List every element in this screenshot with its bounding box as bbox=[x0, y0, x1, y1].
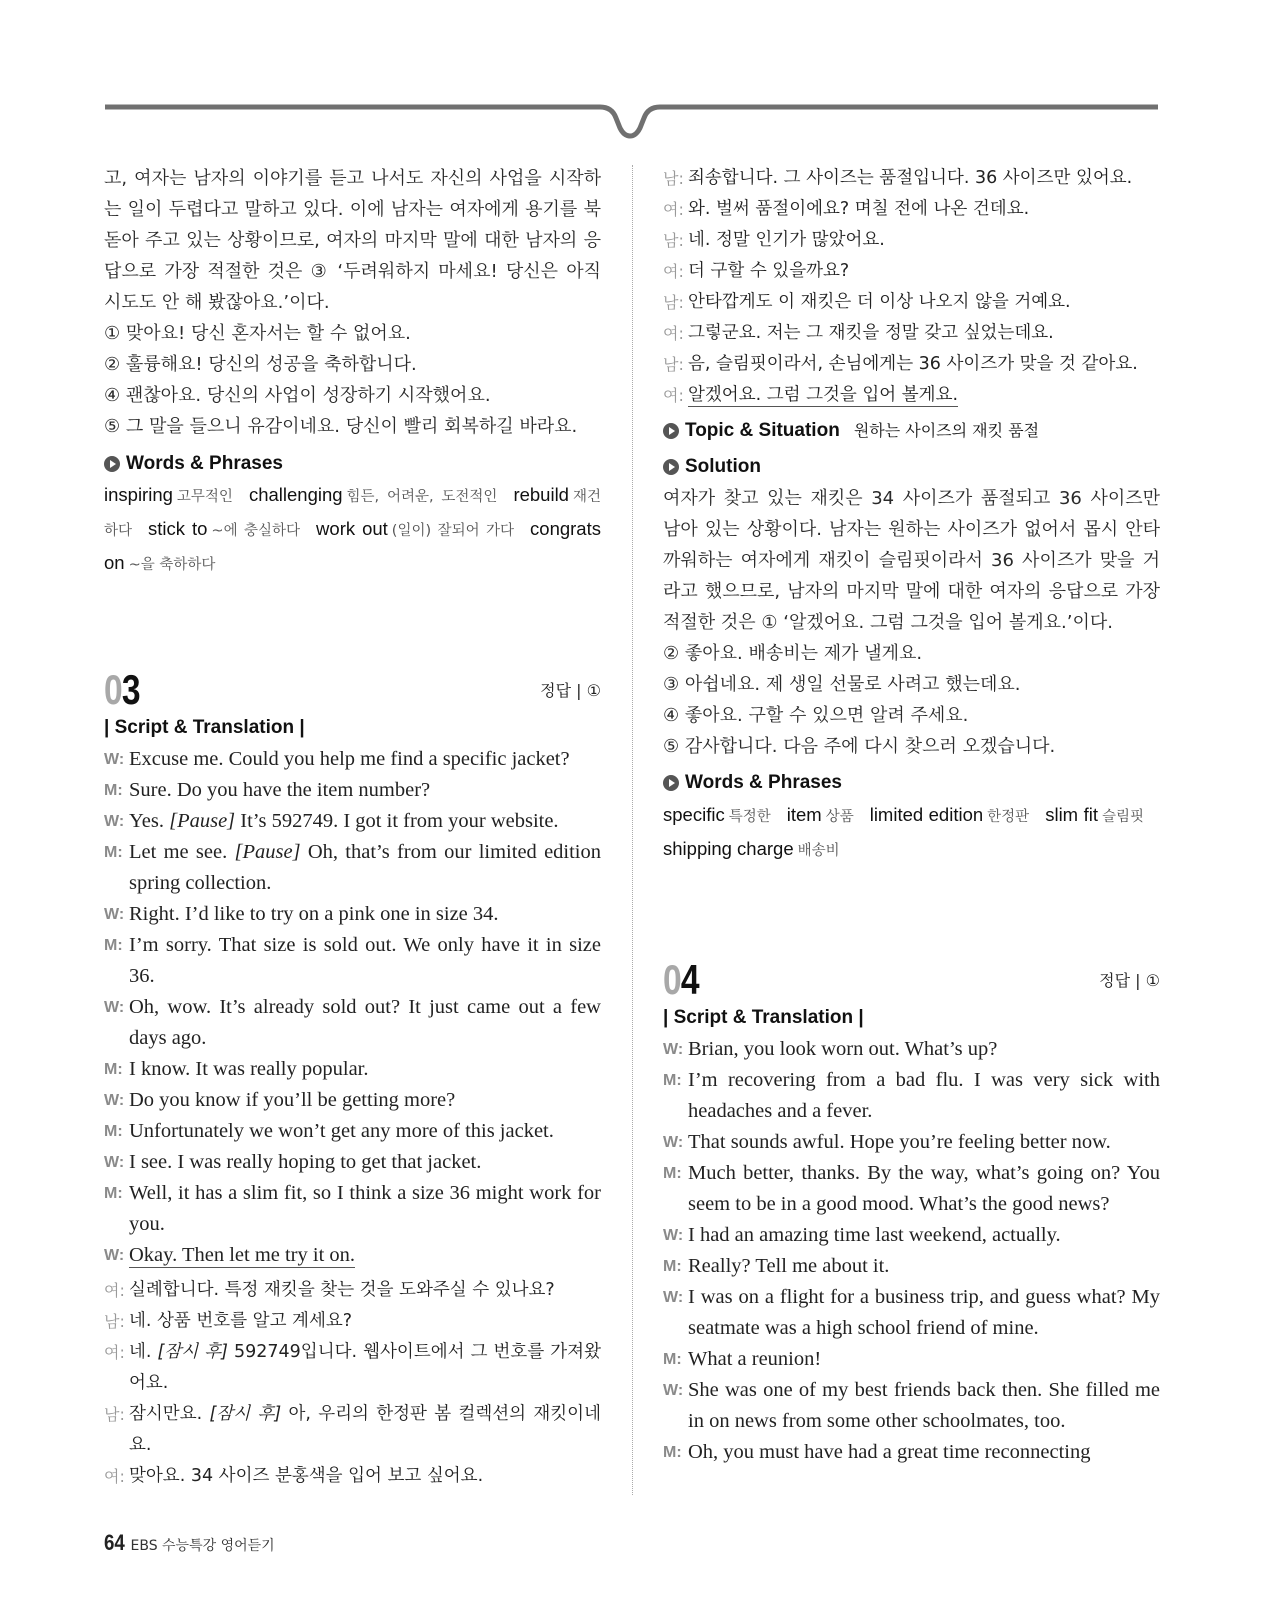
line-text bbox=[688, 225, 1160, 256]
play-bullet-icon bbox=[104, 456, 120, 472]
question-03 bbox=[104, 668, 601, 1492]
dialogue-line bbox=[663, 1344, 1160, 1375]
line-text bbox=[688, 256, 1160, 287]
dialogue-line bbox=[663, 1127, 1160, 1158]
text-segment: Yes. bbox=[129, 810, 170, 832]
speaker-label: W: bbox=[663, 1041, 684, 1058]
speaker-label: 남: bbox=[663, 355, 684, 374]
answer-options bbox=[104, 318, 601, 442]
speaker-label: 여: bbox=[663, 200, 684, 219]
line-text bbox=[688, 349, 1160, 380]
translation-dialogue bbox=[104, 1275, 601, 1492]
text-segment: 음, 슬림핏이라서, 손님에게는 36 사이즈가 맞을 것 같아요. bbox=[688, 354, 1138, 374]
line-text bbox=[129, 1116, 601, 1147]
script-heading: | Script & Translation | bbox=[104, 717, 305, 738]
text-segment: Oh, that’s from our limited edition spring collection. bbox=[129, 841, 601, 894]
text-segment: 죄송합니다. 그 사이즈는 품절입니다. 36 사이즈만 있어요. bbox=[688, 168, 1133, 188]
stage-direction: [잠시 후] bbox=[157, 1342, 228, 1362]
line-text bbox=[688, 380, 1160, 411]
text-segment: 알겠어요. 그럼 그것을 입어 볼게요. bbox=[688, 385, 959, 405]
line-text bbox=[129, 1147, 601, 1178]
speaker-label: 여: bbox=[104, 1467, 125, 1486]
words-heading bbox=[104, 450, 601, 478]
text-segment: 와. 벌써 품절이에요? 며칠 전에 나온 건데요. bbox=[688, 199, 1030, 219]
dialogue-line bbox=[663, 287, 1160, 318]
line-text bbox=[129, 775, 601, 806]
question-number bbox=[663, 958, 1061, 1002]
text-segment: Let me see. bbox=[129, 841, 235, 863]
text-segment: 592749입니다. 웹사이트에서 그 번호를 가져왔어요. bbox=[129, 1342, 601, 1393]
words-heading bbox=[663, 769, 1160, 797]
option-item: ③ 아쉽네요. 제 생일 선물로 사려고 했는데요. bbox=[663, 674, 1021, 695]
speaker-label: W: bbox=[104, 999, 125, 1016]
line-text bbox=[688, 287, 1160, 318]
line-text bbox=[688, 1034, 1160, 1065]
speaker-label: M: bbox=[104, 937, 123, 954]
text-segment: Oh, you must have had a great time reconnecting bbox=[688, 1441, 1091, 1463]
text-segment: Really? Tell me about it. bbox=[688, 1255, 890, 1277]
line-text bbox=[129, 1275, 601, 1306]
answer-options bbox=[663, 638, 1160, 762]
column-divider bbox=[632, 165, 633, 1495]
line-text bbox=[688, 163, 1160, 194]
text-segment: I’m recovering from a bad flu. I was very sick with headaches and a fever. bbox=[688, 1069, 1160, 1122]
text-segment: I was on a flight for a business trip, and guess what? My seatmate was a high school friend of mine. bbox=[688, 1286, 1160, 1339]
words-list bbox=[104, 479, 601, 581]
solution-text: 여자가 찾고 있는 재킷은 34 사이즈가 품절되고 36 사이즈만 남아 있는 상황이다. 남자는 원하는 사이즈가 없어서 몹시 안타까워하는 여자에게 재킷이 슬림핏이라서 36 사이즈가 맞을 거라고 했으므로, 남자의 마지막 말에 대한 여자의 응답으로 가장 적절한 것은 ① ‘알겠어요. 그럼 그것을 입어 볼게요.’이다. bbox=[663, 488, 1160, 633]
line-text bbox=[129, 744, 601, 775]
word-meaning: ~에 충실하다 bbox=[211, 523, 301, 539]
number-prefix: 0 bbox=[663, 956, 681, 1003]
dialogue-line bbox=[104, 1147, 601, 1178]
number-digit: 4 bbox=[680, 956, 699, 1003]
dialogue-line bbox=[663, 225, 1160, 256]
word-term: work out bbox=[316, 518, 388, 539]
word-meaning: 슬림핏 bbox=[1101, 809, 1144, 825]
script-heading: | Script & Translation | bbox=[663, 1007, 864, 1028]
text-segment: 네. bbox=[129, 1342, 158, 1362]
text-segment: Sure. Do you have the item number? bbox=[129, 779, 431, 801]
speaker-label: 남: bbox=[663, 231, 684, 250]
line-text bbox=[129, 1399, 601, 1461]
dialogue-line bbox=[663, 256, 1160, 287]
line-text bbox=[688, 1220, 1160, 1251]
text-segment: Do you know if you’ll be getting more? bbox=[129, 1089, 456, 1111]
stage-direction: [Pause] bbox=[169, 810, 236, 832]
line-text bbox=[129, 1085, 601, 1116]
word-term: slim fit bbox=[1045, 804, 1098, 825]
text-segment: Well, it has a slim fit, so I think a size 36 might work for you. bbox=[129, 1182, 601, 1235]
word-meaning: (일이) 잘되어 가다 bbox=[391, 523, 515, 539]
speaker-label: W: bbox=[104, 1154, 125, 1171]
speaker-label: M: bbox=[104, 782, 123, 799]
word-term: inspiring bbox=[104, 484, 173, 505]
text-segment: It’s 592749. I got it from your website. bbox=[235, 810, 559, 832]
word-meaning: 한정판 bbox=[987, 809, 1030, 825]
speaker-label: 여: bbox=[104, 1343, 125, 1362]
text-segment: I’m sorry. That size is sold out. We only have it in size 36. bbox=[129, 934, 601, 987]
topic-text: 원하는 사이즈의 재킷 품절 bbox=[853, 421, 1040, 440]
line-text bbox=[688, 318, 1160, 349]
dialogue-line bbox=[104, 1275, 601, 1306]
speaker-label: M: bbox=[104, 1123, 123, 1140]
speaker-label: W: bbox=[104, 751, 125, 768]
text-segment: Brian, you look worn out. What’s up? bbox=[688, 1038, 998, 1060]
word-term: stick to bbox=[148, 518, 208, 539]
line-text bbox=[129, 1054, 601, 1085]
dialogue-line bbox=[663, 1282, 1160, 1344]
word-term: specific bbox=[663, 804, 725, 825]
dialogue-line bbox=[104, 775, 601, 806]
dialogue-line bbox=[663, 380, 1160, 411]
text-segment: That sounds awful. Hope you’re feeling better now. bbox=[688, 1131, 1111, 1153]
dialogue-line bbox=[104, 837, 601, 899]
dialogue-line bbox=[104, 744, 601, 775]
line-text bbox=[688, 1437, 1160, 1468]
text-segment: I had an amazing time last weekend, actually. bbox=[688, 1224, 1061, 1246]
speaker-label: W: bbox=[104, 1247, 125, 1264]
topic-heading-text: Topic & Situation bbox=[685, 420, 840, 441]
word-term: challenging bbox=[248, 484, 343, 505]
play-bullet-icon bbox=[663, 775, 679, 791]
word-meaning: 배송비 bbox=[797, 843, 840, 859]
dialogue-line bbox=[663, 1034, 1160, 1065]
dialogue-line bbox=[663, 163, 1160, 194]
speaker-label: 여: bbox=[663, 324, 684, 343]
words-heading-text: Words & Phrases bbox=[685, 772, 842, 793]
text-segment: Oh, wow. It’s already sold out? It just came out a few days ago. bbox=[129, 996, 601, 1049]
dialogue-line bbox=[663, 1158, 1160, 1220]
speaker-label: W: bbox=[104, 813, 125, 830]
word-term: shipping charge bbox=[663, 838, 794, 859]
dialogue-line bbox=[663, 1065, 1160, 1127]
option-item: ② 훌륭해요! 당신의 성공을 축하합니다. bbox=[104, 354, 417, 375]
script-dialogue bbox=[663, 1034, 1160, 1468]
play-bullet-icon bbox=[663, 459, 679, 475]
word-meaning: 고무적인 bbox=[176, 489, 233, 505]
speaker-label: 여: bbox=[663, 386, 684, 405]
dialogue-line bbox=[663, 1375, 1160, 1437]
dialogue-line bbox=[104, 899, 601, 930]
word-term: congrats on bbox=[104, 518, 601, 573]
dialogue-line bbox=[104, 1054, 601, 1085]
dialogue-line bbox=[104, 992, 601, 1054]
dialogue-line bbox=[663, 349, 1160, 380]
option-item: ② 좋아요. 배송비는 제가 낼게요. bbox=[663, 643, 923, 664]
explanation-tail: 고, 여자는 남자의 이야기를 듣고 나서도 자신의 사업을 시작하는 일이 두렵다고 말하고 있다. 이에 남자는 여자에게 용기를 북돋아 주고 있는 상황이므로, 여자의 마지막 말에 대한 남자의 응답으로 가장 적절한 것은 ③ ‘두려워하지 마세요! 당신은 아직 시도도 안 해 봤잖아요.’이다. bbox=[104, 168, 601, 313]
answer-label: 정답 | ① bbox=[540, 681, 601, 700]
text-segment: Unfortunately we won’t get any more of this jacket. bbox=[129, 1120, 554, 1142]
text-segment: 아, 우리의 한정판 봄 컬렉션의 재킷이네요. bbox=[129, 1404, 601, 1455]
dialogue-line bbox=[104, 1337, 601, 1399]
text-segment: 맞아요. 34 사이즈 분홍색을 입어 보고 싶어요. bbox=[129, 1466, 484, 1486]
solution-heading bbox=[663, 453, 1160, 481]
word-meaning: 힘든, 어려운, 도전적인 bbox=[346, 489, 498, 505]
word-meaning: ~을 축하하다 bbox=[128, 557, 216, 573]
word-meaning: 특정한 bbox=[728, 809, 771, 825]
dialogue-line bbox=[104, 1306, 601, 1337]
text-segment: Much better, thanks. By the way, what’s going on? You seem to be in a good mood. What’s the good news? bbox=[688, 1162, 1160, 1215]
translation-continued bbox=[663, 163, 1160, 411]
text-segment: 실례합니다. 특정 재킷을 찾는 것을 도와주실 수 있나요? bbox=[129, 1280, 555, 1300]
line-text bbox=[688, 194, 1160, 225]
line-text bbox=[129, 806, 601, 837]
dialogue-line bbox=[663, 318, 1160, 349]
answer-label: 정답 | ① bbox=[1099, 971, 1160, 990]
text-segment: 네. 정말 인기가 많았어요. bbox=[688, 230, 885, 250]
line-text bbox=[129, 930, 601, 992]
text-segment: 안타깝게도 이 재킷은 더 이상 나오지 않을 거예요. bbox=[688, 292, 1071, 312]
speaker-label: W: bbox=[663, 1289, 684, 1306]
header-rule bbox=[0, 0, 1280, 150]
text-segment: Right. I’d like to try on a pink one in size 34. bbox=[129, 903, 499, 925]
speaker-label: W: bbox=[663, 1227, 684, 1244]
dialogue-line bbox=[663, 1251, 1160, 1282]
page-number: 64 bbox=[104, 1530, 125, 1555]
speaker-label: M: bbox=[663, 1165, 682, 1182]
option-item: ④ 괜찮아요. 당신의 사업이 성장하기 시작했어요. bbox=[104, 385, 491, 406]
speaker-label: 여: bbox=[104, 1281, 125, 1300]
line-text bbox=[688, 1158, 1160, 1220]
line-text bbox=[688, 1282, 1160, 1344]
text-segment: 네. 상품 번호를 알고 계세요? bbox=[129, 1311, 353, 1331]
dialogue-line bbox=[104, 1399, 601, 1461]
line-text bbox=[129, 1240, 601, 1271]
stage-direction: [Pause] bbox=[234, 841, 301, 863]
text-segment: She was one of my best friends back then. She filled me in on news from some other schoolmates, too. bbox=[688, 1379, 1160, 1432]
dialogue-line bbox=[104, 1178, 601, 1240]
words-heading-text: Words & Phrases bbox=[126, 453, 283, 474]
speaker-label: 여: bbox=[663, 262, 684, 281]
speaker-label: W: bbox=[104, 1092, 125, 1109]
line-text bbox=[129, 899, 601, 930]
speaker-label: 남: bbox=[104, 1405, 125, 1424]
text-segment: 더 구할 수 있을까요? bbox=[688, 261, 850, 281]
line-text bbox=[129, 1306, 601, 1337]
word-term: rebuild bbox=[513, 484, 569, 505]
dialogue-line bbox=[663, 1220, 1160, 1251]
text-segment: What a reunion! bbox=[688, 1348, 822, 1370]
speaker-label: W: bbox=[104, 906, 125, 923]
line-text bbox=[129, 992, 601, 1054]
dialogue-line bbox=[104, 806, 601, 837]
book-title: EBS 수능특강 영어듣기 bbox=[130, 1538, 275, 1554]
speaker-label: 남: bbox=[663, 293, 684, 312]
solution-heading-text: Solution bbox=[685, 456, 761, 477]
line-text bbox=[688, 1344, 1160, 1375]
question-number bbox=[104, 668, 502, 712]
line-text bbox=[688, 1375, 1160, 1437]
dialogue-line bbox=[104, 1461, 601, 1492]
speaker-label: 남: bbox=[663, 169, 684, 188]
dialogue-line bbox=[104, 930, 601, 992]
stage-direction: [잠시 후] bbox=[209, 1404, 282, 1424]
option-item: ④ 좋아요. 구할 수 있으면 알려 주세요. bbox=[663, 705, 969, 726]
words-list bbox=[663, 799, 1160, 867]
question-04 bbox=[663, 958, 1160, 1468]
dialogue-line bbox=[104, 1240, 601, 1271]
speaker-label: W: bbox=[663, 1382, 684, 1399]
option-item: ① 맞아요! 당신 혼자서는 할 수 없어요. bbox=[104, 323, 411, 344]
topic-heading bbox=[663, 417, 1160, 445]
speaker-label: M: bbox=[663, 1258, 682, 1275]
text-segment: I know. It was really popular. bbox=[129, 1058, 369, 1080]
word-meaning: 재건하다 bbox=[104, 489, 601, 539]
dialogue-line bbox=[104, 1116, 601, 1147]
line-text bbox=[129, 1461, 601, 1492]
word-meaning: 상품 bbox=[825, 809, 854, 825]
line-text bbox=[129, 1178, 601, 1240]
speaker-label: M: bbox=[104, 1061, 123, 1078]
script-dialogue bbox=[104, 744, 601, 1271]
speaker-label: W: bbox=[663, 1134, 684, 1151]
speaker-label: M: bbox=[663, 1351, 682, 1368]
text-segment: 잠시만요. bbox=[129, 1404, 210, 1424]
page-footer bbox=[104, 1530, 275, 1556]
text-segment: Excuse me. Could you help me find a specific jacket? bbox=[129, 748, 570, 770]
line-text bbox=[688, 1065, 1160, 1127]
dialogue-line bbox=[663, 1437, 1160, 1468]
speaker-label: M: bbox=[663, 1444, 682, 1461]
speaker-label: M: bbox=[663, 1072, 682, 1089]
line-text bbox=[129, 1337, 601, 1399]
speaker-label: M: bbox=[104, 1185, 123, 1202]
number-digit: 3 bbox=[121, 666, 140, 713]
option-item: ⑤ 감사합니다. 다음 주에 다시 찾으러 오겠습니다. bbox=[663, 736, 1056, 757]
dialogue-line bbox=[104, 1085, 601, 1116]
play-bullet-icon bbox=[663, 423, 679, 439]
text-segment: I see. I was really hoping to get that jacket. bbox=[129, 1151, 482, 1173]
text-segment: 그렇군요. 저는 그 재킷을 정말 갖고 싶었는데요. bbox=[688, 323, 1054, 343]
number-prefix: 0 bbox=[104, 666, 122, 713]
line-text bbox=[129, 837, 601, 899]
text-segment: Okay. Then let me try it on. bbox=[129, 1244, 356, 1266]
line-text bbox=[688, 1251, 1160, 1282]
word-term: item bbox=[786, 804, 822, 825]
option-item: ⑤ 그 말을 들으니 유감이네요. 당신이 빨리 회복하길 바라요. bbox=[104, 416, 578, 437]
speaker-label: M: bbox=[104, 844, 123, 861]
line-text bbox=[688, 1127, 1160, 1158]
speaker-label: 남: bbox=[104, 1312, 125, 1331]
dialogue-line bbox=[663, 194, 1160, 225]
word-term: limited edition bbox=[869, 804, 984, 825]
